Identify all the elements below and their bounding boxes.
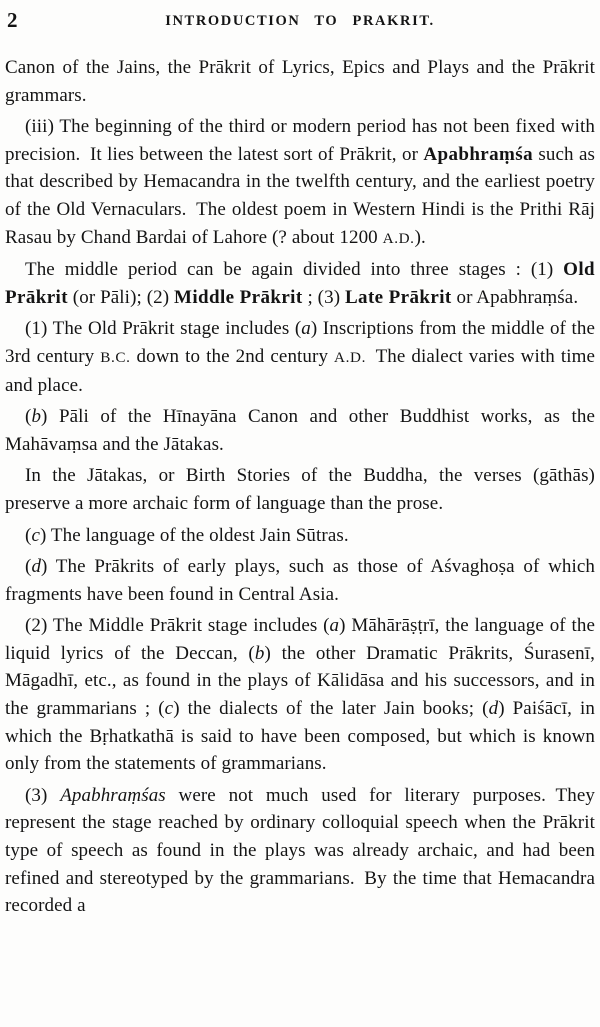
text-run: ) The language of the oldest Jain Sūtras.	[39, 524, 349, 546]
text-run: Canon of the Jains, the Prākrit of Lyrics, Epics and Plays and the Prākrit grammars.	[5, 57, 595, 106]
text-run: (	[25, 406, 32, 428]
text-run: (iii) The beginning of the third or modern period has not been fixed with precision. It lies between the latest sort of Prākrit, or	[5, 116, 595, 165]
text-run: (or Pāli); (2)	[67, 286, 175, 308]
text-run: ) The Prākrits of early plays, such as those of Aśvaghoṣa of which fragments have been found in Central Asia.	[5, 556, 595, 605]
running-title: INTRODUCTION TO PRAKRIT.	[165, 13, 435, 29]
text-run: (	[25, 524, 32, 546]
text-run: A.D.	[382, 229, 415, 247]
text-run: ) the other Dramatic Prākrits, Śurasenī, Māgadhī, etc., as found in the plays of Kālidāsa and his successors, and in the grammarians ; (	[5, 642, 595, 720]
text-run: d	[488, 698, 499, 720]
text-run: The dialect varies with time and place.	[5, 345, 596, 396]
text-run: ) Pāli of the Hīnayāna Canon and other Buddhist works, as the Mahāvaṃsa and the Jātakas.	[5, 406, 595, 455]
text-run: ).	[414, 226, 426, 248]
text-run: such as that described by Hemacandra in the twelfth century, and the earliest poetry of the Old Vernaculars. The oldest poem in Western Hindi is the Prithi Rāj Rasau by Chand Bardai of Lahore (? about 1200	[5, 143, 595, 248]
text-run: Apabhraṃśa	[423, 143, 533, 165]
text-run: a	[301, 318, 311, 340]
text-run: ) the dialects of the later Jain books; (	[173, 698, 489, 720]
paragraph	[5, 113, 595, 252]
text-run: b	[31, 406, 42, 428]
paragraph	[5, 462, 595, 517]
text-run: Middle Prākrit	[174, 286, 303, 308]
text-run: (3)	[25, 784, 61, 806]
paragraph	[5, 54, 595, 109]
text-run: The middle period can be again divided into three stages : (1)	[25, 259, 564, 281]
page-header	[5, 8, 595, 34]
text-run: (1) The Old Prākrit stage includes (	[25, 318, 302, 340]
paragraph	[5, 782, 595, 920]
paragraph	[5, 553, 595, 608]
text-run: were not much used for literary purposes. They represent the stage reached by ordinary colloquial speech when the Prākrit type of speech as found in the plays was already archaic, and had been refined and stereotyped by the grammarians. By the time that Hemacandra recorded a	[5, 784, 595, 917]
text-run: b	[254, 642, 265, 664]
paragraph	[5, 522, 595, 550]
text-run: In the Jātakas, or Birth Stories of the Buddha, the verses (gāthās) preserve a more archaic form of language than the prose.	[5, 465, 595, 514]
text-run: Late Prākrit	[344, 286, 452, 308]
text-run: Apabhraṃśas	[60, 784, 166, 806]
text-run: (2) The Middle Prākrit stage includes (	[25, 615, 330, 637]
paragraph	[5, 256, 595, 311]
page-number: 2	[7, 8, 18, 32]
text-run: or Apabhraṃśa.	[451, 286, 579, 308]
text-run: ) Māhārāṣṭrī, the language of the liquid lyrics of the Deccan, (	[5, 615, 595, 664]
text-run: ; (3)	[302, 286, 345, 308]
paragraph	[5, 612, 595, 778]
text-run: B.C.	[100, 348, 131, 366]
text-run: ) Paiśācī, in which the Bṛhatkathā is said to have been composed, but which is known only from the statements of grammarians.	[5, 698, 595, 775]
text-run: A.D.	[334, 348, 366, 366]
text-run: ) Inscriptions from the middle of the 3rd century	[5, 318, 595, 367]
text-run: c	[31, 524, 40, 546]
text-run: a	[329, 615, 340, 637]
paragraph	[5, 315, 595, 399]
text-run: (	[25, 556, 32, 578]
text-run: c	[164, 698, 174, 720]
text-run: Old Prākrit	[5, 259, 595, 308]
text-body	[5, 54, 595, 920]
text-run: d	[31, 556, 42, 578]
paragraph	[5, 403, 595, 458]
text-run: down to the 2nd century	[130, 345, 335, 367]
